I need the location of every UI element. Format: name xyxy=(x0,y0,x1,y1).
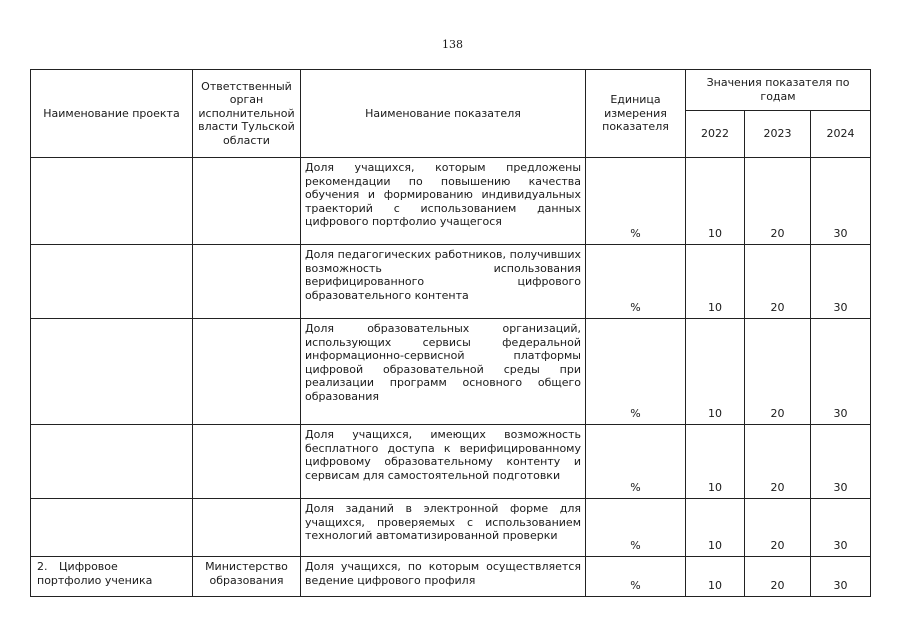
indicator-cell: Доля педагогических работников, получивших возможность использования верифицированного цифрового образовательного контента xyxy=(301,245,586,319)
project-number: 2. xyxy=(37,560,48,573)
value-2024-cell: 30 xyxy=(811,557,871,597)
indicator-cell: Доля заданий в электронной форме для учащихся, проверяемых с использованием технологий автоматизированной проверки xyxy=(301,499,586,557)
table-row xyxy=(31,245,871,319)
responsible-cell xyxy=(193,319,301,425)
responsible-cell xyxy=(193,499,301,557)
value-2024-cell: 30 xyxy=(811,319,871,425)
value-2023-cell: 20 xyxy=(745,158,811,245)
project-cell xyxy=(31,425,193,499)
table-row xyxy=(31,425,871,499)
value-2023-cell: 20 xyxy=(745,319,811,425)
project-cell xyxy=(31,158,193,245)
value-2022-cell: 10 xyxy=(686,557,745,597)
unit-cell: % xyxy=(586,499,686,557)
value-2023-cell: 20 xyxy=(745,499,811,557)
unit-cell: % xyxy=(586,425,686,499)
value-2024-cell: 30 xyxy=(811,158,871,245)
header-values-group: Значения показателя по годам xyxy=(686,70,871,111)
project-title-line1 xyxy=(37,560,186,574)
table-header xyxy=(31,70,871,158)
header-project: Наименование проекта xyxy=(31,70,193,158)
responsible-cell xyxy=(193,158,301,245)
indicator-cell: Доля образовательных организаций, использующих сервисы федеральной информационно-сервисной платформы цифровой образовательной среды при реализации программ основного общего образования xyxy=(301,319,586,425)
value-2022-cell: 10 xyxy=(686,158,745,245)
header-responsible: Ответственный орган исполнительной власти Тульской области xyxy=(193,70,301,158)
table-body xyxy=(31,158,871,597)
value-2022-cell: 10 xyxy=(686,245,745,319)
unit-cell: % xyxy=(586,557,686,597)
page-number: 138 xyxy=(442,38,463,51)
value-2023-cell: 20 xyxy=(745,245,811,319)
responsible-cell xyxy=(193,245,301,319)
project-cell xyxy=(31,499,193,557)
header-unit: Единица измерения показателя xyxy=(586,70,686,158)
indicator-cell: Доля учащихся, имеющих возможность бесплатного доступа к верифицированному цифровому образовательному контенту и сервисам для самостоятельной подготовки xyxy=(301,425,586,499)
project-name-line2: портфолио ученика xyxy=(37,573,153,587)
value-2023-cell: 20 xyxy=(745,557,811,597)
table-row xyxy=(31,557,871,597)
value-2022-cell: 10 xyxy=(686,499,745,557)
unit-cell: % xyxy=(586,245,686,319)
table-row xyxy=(31,319,871,425)
header-year: 2024 xyxy=(811,111,871,158)
unit-cell: % xyxy=(586,158,686,245)
value-2022-cell: 10 xyxy=(686,425,745,499)
value-2023-cell: 20 xyxy=(745,425,811,499)
value-2022-cell: 10 xyxy=(686,319,745,425)
responsible-cell xyxy=(193,425,301,499)
project-name-line1: Цифровое xyxy=(59,560,118,573)
project-cell xyxy=(31,319,193,425)
indicator-cell: Доля учащихся, которым предложены рекомендации по повышению качества обучения и формированию индивидуальных траекторий с использованием данных цифрового портфолио учащегося xyxy=(301,158,586,245)
table-row xyxy=(31,499,871,557)
header-indicator: Наименование показателя xyxy=(301,70,586,158)
header-year: 2022 xyxy=(686,111,745,158)
project-cell xyxy=(31,245,193,319)
unit-cell: % xyxy=(586,319,686,425)
table-row xyxy=(31,158,871,245)
responsible-cell: Министерство образования xyxy=(193,557,301,597)
project-cell xyxy=(31,557,193,597)
header-year: 2023 xyxy=(745,111,811,158)
value-2024-cell: 30 xyxy=(811,245,871,319)
indicators-table xyxy=(30,69,871,597)
indicator-cell: Доля учащихся, по которым осуществляется ведение цифрового профиля xyxy=(301,557,586,597)
value-2024-cell: 30 xyxy=(811,425,871,499)
value-2024-cell: 30 xyxy=(811,499,871,557)
